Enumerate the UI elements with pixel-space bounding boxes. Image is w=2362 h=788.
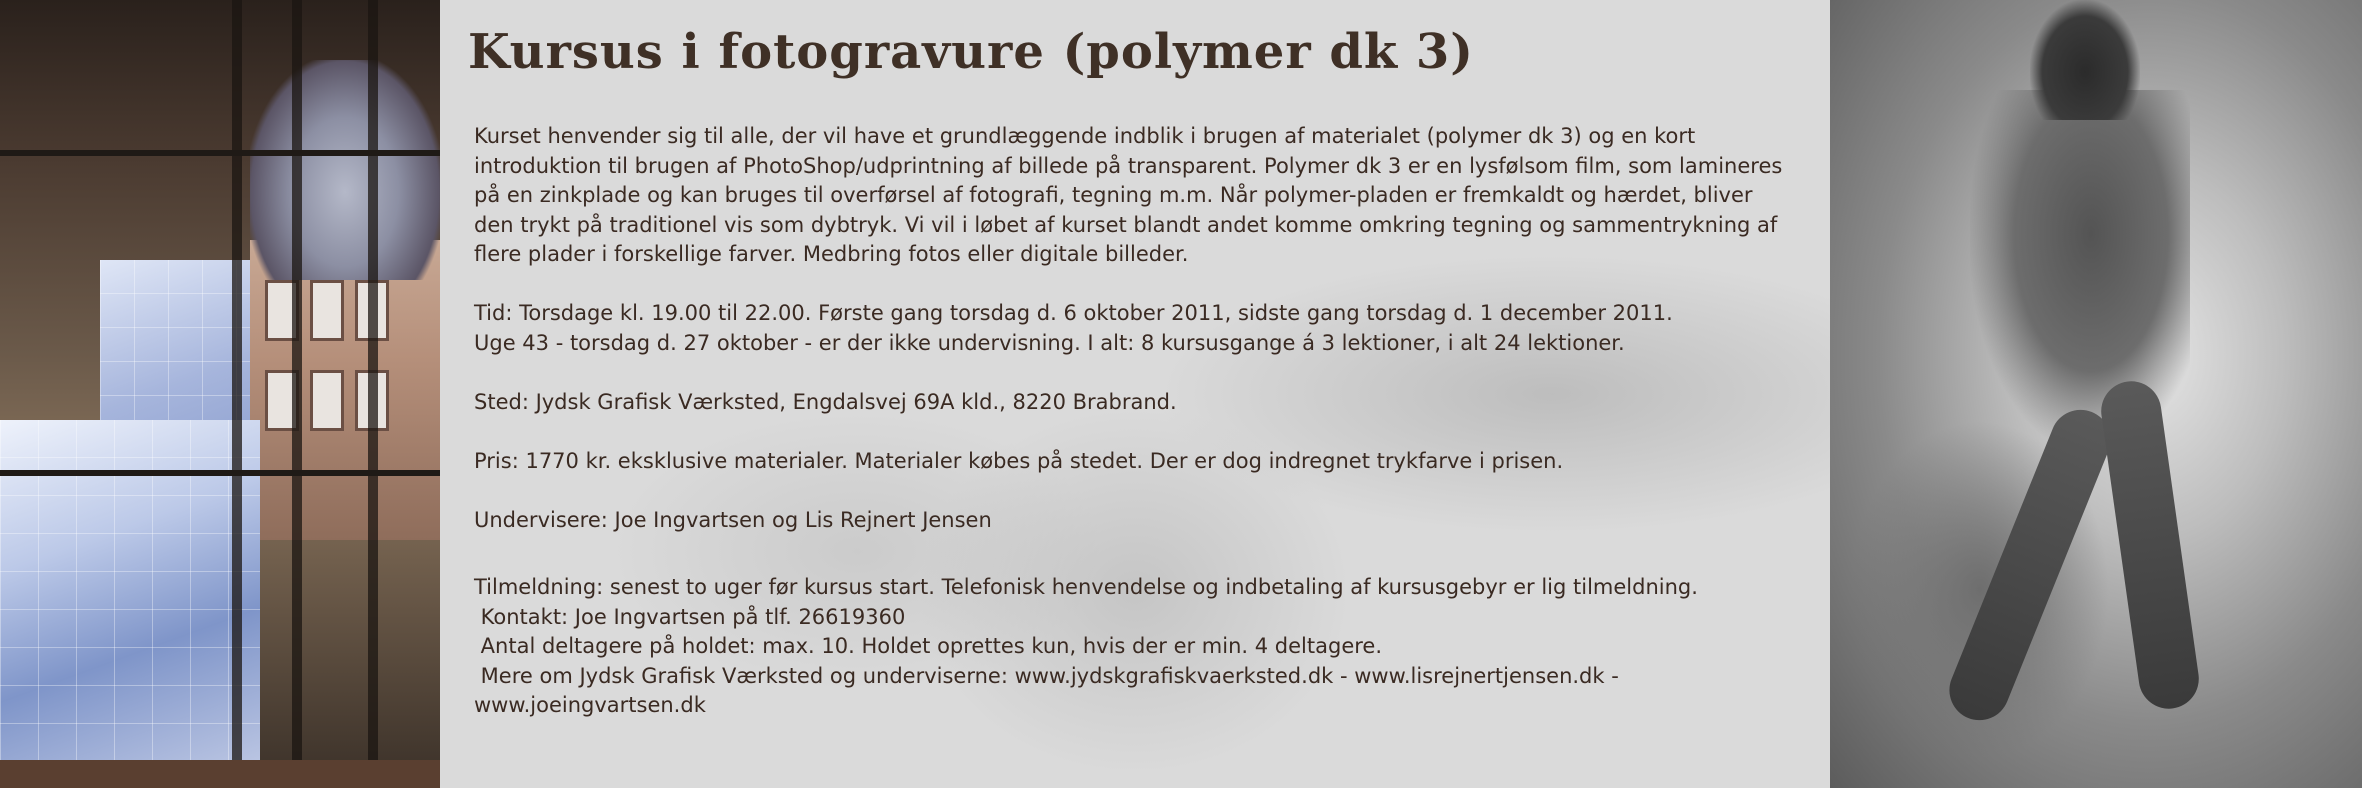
building-window [310, 370, 344, 431]
signup-line: Tilmeldning: senest to uger før kursus start. Telefonisk henvendelse og indbetaling af kursusgebyr er lig tilmeldning. [474, 575, 1698, 599]
intro-line: flere plader i forskellige farver. Medbring fotos eller digitale billeder. [474, 242, 1189, 266]
intro-line: Kurset henvender sig til alle, der vil have et grundlæggende indblik i brugen af materialet (polymer dk 3) og en kort [474, 124, 1696, 148]
contact-line: Kontakt: Joe Ingvartsen på tlf. 26619360 [474, 604, 906, 629]
left-photo-store-window [0, 0, 440, 788]
right-photo-gravure-print [1830, 0, 2362, 788]
shelf-line [0, 150, 440, 156]
text-panel [440, 0, 1830, 788]
building-window [310, 280, 344, 341]
window-frame-pole [232, 0, 242, 788]
figure-head [2030, 0, 2140, 120]
more-info-line: Mere om Jydsk Grafisk Værksted og underviserne: www.jydskgrafiskvaerksted.dk - www.lisrejnertjensen.dk - [474, 663, 1619, 688]
window-sill [0, 760, 440, 788]
teachers-line: Undervisere: Joe Ingvartsen og Lis Rejnert Jensen [474, 507, 992, 532]
time-line: Uge 43 - torsdag d. 27 oktober - er der ikke undervisning. I alt: 8 kursusgange á 3 lektioner, i alt 24 lektioner. [474, 330, 1625, 355]
intro-line: den trykt på traditionel vis som dybtryk. Vi vil i løbet af kurset blandt andet komme omkring tegning og sammentrykning af [474, 212, 1778, 237]
place-line: Sted: Jydsk Grafisk Værksted, Engdalsvej 69A kld., 8220 Brabrand. [474, 389, 1177, 414]
window-frame-pole [368, 0, 378, 788]
course-description [474, 122, 1814, 721]
window-frame-pole [292, 0, 302, 788]
price-line: Pris: 1770 kr. eksklusive materialer. Materialer købes på stedet. Der er dog indregnet trykfarve i prisen. [474, 448, 1564, 473]
reflected-dome [250, 60, 440, 280]
shelf-line [0, 470, 440, 476]
participants-line: Antal deltagere på holdet: max. 10. Holdet oprettes kun, hvis der er min. 4 deltagere. [474, 634, 1383, 658]
page-title: Kursus i fotogravure (polymer dk 3) [468, 24, 1474, 80]
more-info-line-cont: www.joeingvartsen.dk [474, 693, 706, 717]
time-line: Tid: Torsdage kl. 19.00 til 22.00. Første gang torsdag d. 6 oktober 2011, sidste gang torsdag d. 1 december 2011. [474, 301, 1673, 325]
intro-line: på en zinkplade og kan bruges til overførsel af fotografi, tegning m.m. Når polymer-pladen er fremkaldt og hærdet, bliver [474, 183, 1753, 207]
intro-line: introduktion til brugen af PhotoShop/udprintning af billede på transparent. Polymer dk 3 er en lysfølsom film, som lamineres [474, 153, 1783, 178]
